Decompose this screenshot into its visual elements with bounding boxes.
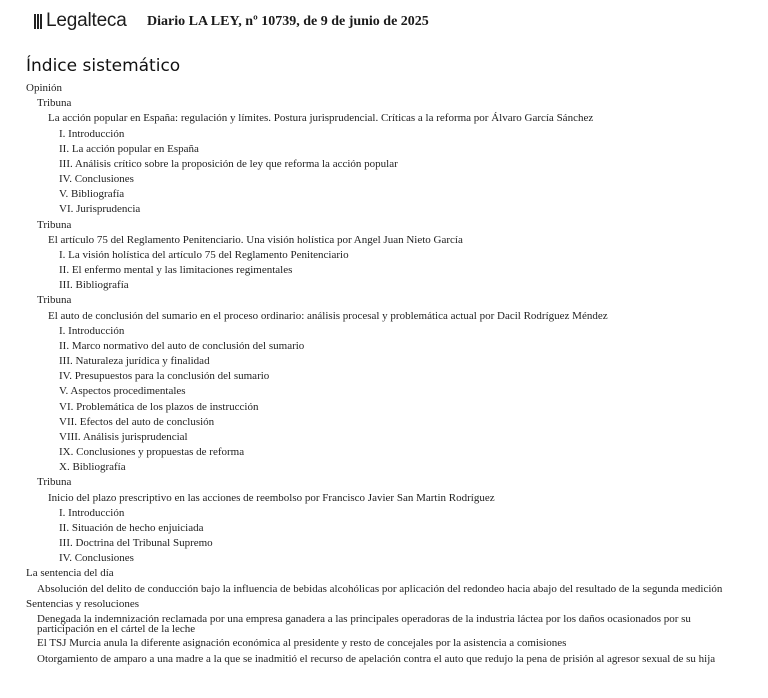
toc-item[interactable]: III. Doctrina del Tribunal Supremo — [59, 537, 213, 549]
toc-item[interactable]: V. Bibliografía — [59, 188, 125, 200]
toc-item[interactable]: I. Introducción — [59, 507, 125, 519]
toc-item[interactable]: VI. Jurisprudencia — [59, 203, 141, 215]
toc-item[interactable]: II. El enfermo mental y las limitaciones regimentales — [59, 264, 293, 276]
toc-item[interactable]: IV. Conclusiones — [59, 173, 134, 185]
toc-item[interactable]: II. Marco normativo del auto de conclusión del sumario — [59, 340, 305, 352]
section-tribuna: Tribuna — [37, 294, 72, 306]
legalteca-logo — [34, 10, 127, 32]
toc-item[interactable]: I. Introducción — [59, 325, 125, 337]
section-tribuna: Tribuna — [37, 219, 72, 231]
logo-text: Legalteca — [46, 10, 127, 31]
article-link[interactable]: La acción popular en España: regulación y límites. Postura jurisprudencial. Críticas a la reforma por Álvaro García Sánchez — [48, 112, 594, 124]
toc-item[interactable]: I. La visión holística del artículo 75 del Reglamento Penitenciario — [59, 249, 349, 261]
toc-item[interactable]: III. Naturaleza jurídica y finalidad — [59, 355, 210, 367]
article-link[interactable]: Denegada la indemnización reclamada por una empresa ganadera a las principales operadoras de la industria láctea por los daños ocasionados por su participación en el cártel de la leche — [37, 613, 691, 635]
toc-item[interactable]: IX. Conclusiones y propuestas de reforma — [59, 446, 245, 458]
toc-item[interactable]: II. La acción popular en España — [59, 143, 199, 155]
section-opinion: Opinión — [26, 82, 63, 94]
toc-item[interactable]: I. Introducción — [59, 128, 125, 140]
page-title: Índice sistemático — [26, 56, 181, 76]
document-header — [34, 10, 754, 34]
journal-issue: Diario LA LEY, nº 10739, de 9 de junio de 2025 — [147, 14, 429, 29]
logo-bars-icon — [34, 14, 43, 29]
toc-item[interactable]: II. Situación de hecho enjuiciada — [59, 522, 204, 534]
toc-item[interactable]: IV. Conclusiones — [59, 552, 134, 564]
toc-item[interactable]: VIII. Análisis jurisprudencial — [59, 431, 188, 443]
article-link[interactable]: Inicio del plazo prescriptivo en las acciones de reembolso por Francisco Javier San Martin Rodríguez — [48, 492, 495, 504]
toc-item[interactable]: VI. Problemática de los plazos de instrucción — [59, 401, 259, 413]
toc-item[interactable]: X. Bibliografía — [59, 461, 126, 473]
toc-item[interactable]: III. Bibliografía — [59, 279, 129, 291]
section-sentencia-del-dia: La sentencia del día — [26, 567, 114, 579]
toc-item[interactable]: III. Análisis crítico sobre la proposición de ley que reforma la acción popular — [59, 158, 398, 170]
article-link[interactable]: El TSJ Murcia anula la diferente asignación económica al presidente y resto de concejales por la asistencia a comisiones — [37, 637, 567, 649]
section-tribuna: Tribuna — [37, 476, 72, 488]
article-link[interactable]: Absolución del delito de conducción bajo la influencia de bebidas alcohólicas por aplicación del redondeo hacia abajo del resultado de la segunda medición — [37, 583, 723, 595]
article-link[interactable]: El auto de conclusión del sumario en el proceso ordinario: análisis procesal y problemática actual por Dacil Rodríguez Méndez — [48, 310, 608, 322]
section-sentencias-resoluciones: Sentencias y resoluciones — [26, 598, 140, 610]
article-link[interactable]: El artículo 75 del Reglamento Penitenciario. Una visión holística por Angel Juan Nieto García — [48, 234, 463, 246]
toc-item[interactable]: IV. Presupuestos para la conclusión del sumario — [59, 370, 270, 382]
article-link[interactable]: Otorgamiento de amparo a una madre a la que se inadmitió el recurso de apelación contra el auto que redujo la pena de prisión al agresor sexual de su hija — [37, 653, 716, 665]
toc-item[interactable]: VII. Efectos del auto de conclusión — [59, 416, 215, 428]
toc-item[interactable]: V. Aspectos procedimentales — [59, 385, 186, 397]
section-tribuna: Tribuna — [37, 97, 72, 109]
